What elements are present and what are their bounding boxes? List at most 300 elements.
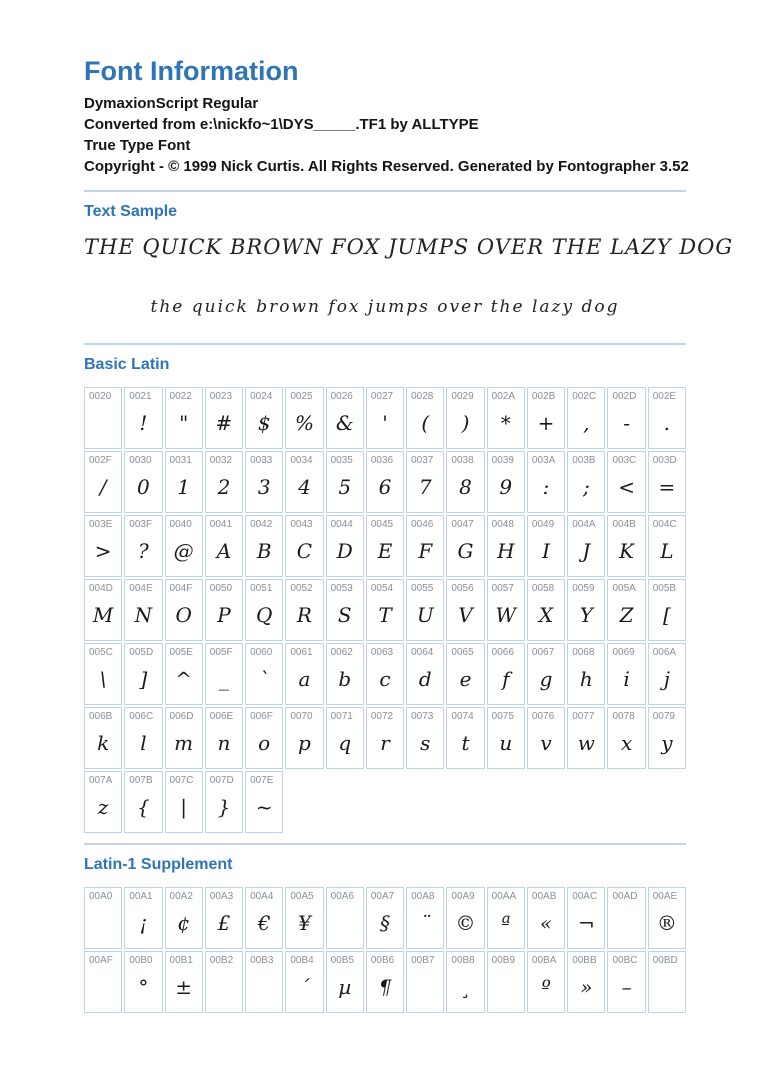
codepoint-label: 0056 bbox=[451, 583, 474, 594]
glyph-cell bbox=[487, 387, 525, 449]
glyph: ^ bbox=[175, 667, 193, 691]
glyph-cell bbox=[527, 579, 565, 641]
glyph-cell bbox=[487, 451, 525, 513]
codepoint-label: 0033 bbox=[250, 455, 273, 466]
glyph-cell bbox=[366, 643, 404, 705]
glyph-cell bbox=[165, 643, 203, 705]
glyph: ¸ bbox=[460, 975, 471, 999]
codepoint-label: 005D bbox=[129, 647, 154, 658]
codepoint-label: 0066 bbox=[491, 647, 514, 658]
glyph-cell bbox=[567, 579, 605, 641]
codepoint-label: 0032 bbox=[209, 455, 233, 466]
codepoint-label: 005A bbox=[612, 583, 636, 594]
codepoint-label: 003A bbox=[531, 455, 556, 466]
codepoint-label: 0031 bbox=[169, 455, 192, 466]
glyph: ± bbox=[175, 975, 193, 999]
glyph: 4 bbox=[298, 475, 311, 499]
glyph-cell bbox=[567, 951, 605, 1013]
latin1-supplement-table bbox=[84, 887, 686, 1013]
glyph-cell bbox=[487, 643, 525, 705]
codepoint-label: 0025 bbox=[290, 391, 313, 402]
glyph: / bbox=[99, 475, 107, 499]
glyph-cell bbox=[205, 887, 243, 949]
glyph-cell bbox=[648, 951, 686, 1013]
glyph-cell bbox=[326, 579, 364, 641]
glyph-cell bbox=[165, 387, 203, 449]
glyph-cell bbox=[165, 515, 203, 577]
glyph: t bbox=[461, 731, 470, 755]
glyph-cell bbox=[446, 643, 484, 705]
glyph-cell bbox=[567, 387, 605, 449]
codepoint-label: 00A6 bbox=[330, 891, 354, 902]
codepoint-label: 006A bbox=[652, 647, 677, 658]
codepoint-label: 006B bbox=[89, 711, 113, 722]
glyph-cell bbox=[527, 707, 565, 769]
codepoint-label: 0071 bbox=[330, 711, 353, 722]
glyph: [ bbox=[662, 603, 671, 627]
glyph: 2 bbox=[217, 475, 231, 499]
glyph-cell bbox=[245, 643, 283, 705]
glyph-cell bbox=[366, 951, 404, 1013]
glyph-cell bbox=[607, 707, 645, 769]
glyph-cell bbox=[446, 579, 484, 641]
font-name: DymaxionScript Regular bbox=[84, 95, 259, 112]
codepoint-label: 002B bbox=[531, 391, 556, 402]
codepoint-label: 0039 bbox=[491, 455, 514, 466]
codepoint-label: 00BC bbox=[612, 955, 638, 966]
codepoint-label: 004C bbox=[652, 519, 677, 530]
glyph-cell bbox=[245, 951, 283, 1013]
glyph-cell bbox=[84, 579, 122, 641]
glyph-cell bbox=[366, 451, 404, 513]
codepoint-label: 0068 bbox=[572, 647, 595, 658]
codepoint-label: 0079 bbox=[652, 711, 675, 722]
codepoint-label: 00B8 bbox=[451, 955, 475, 966]
glyph bbox=[407, 966, 443, 1012]
glyph: X bbox=[538, 603, 554, 627]
glyph: 7 bbox=[418, 475, 432, 499]
glyph: 3 bbox=[257, 475, 271, 499]
glyph: 5 bbox=[338, 475, 352, 499]
glyph-cell bbox=[205, 707, 243, 769]
codepoint-label: 00BD bbox=[652, 955, 678, 966]
glyph-cell bbox=[205, 643, 243, 705]
glyph-cell bbox=[406, 515, 444, 577]
glyph-cell bbox=[648, 643, 686, 705]
glyph: º bbox=[541, 975, 551, 999]
codepoint-label: 005C bbox=[89, 647, 113, 658]
codepoint-label: 0051 bbox=[250, 583, 273, 594]
codepoint-label: 002D bbox=[612, 391, 637, 402]
glyph: < bbox=[618, 475, 635, 499]
glyph: _ bbox=[218, 667, 229, 691]
glyph bbox=[85, 902, 121, 948]
glyph-cell bbox=[245, 387, 283, 449]
glyph: a bbox=[298, 667, 311, 691]
glyph: y bbox=[661, 731, 673, 755]
codepoint-label: 0062 bbox=[330, 647, 353, 658]
glyph-cell bbox=[84, 387, 122, 449]
codepoint-label: 003E bbox=[89, 519, 113, 530]
codepoint-label: 0059 bbox=[572, 583, 595, 594]
font-type: True Type Font bbox=[84, 137, 191, 154]
glyph: & bbox=[335, 411, 354, 435]
glyph-cell bbox=[366, 707, 404, 769]
codepoint-label: 0061 bbox=[290, 647, 313, 658]
glyph-cell bbox=[205, 579, 243, 641]
glyph bbox=[608, 902, 644, 948]
glyph-cell bbox=[366, 515, 404, 577]
glyph: n bbox=[217, 731, 231, 755]
codepoint-label: 00A9 bbox=[451, 891, 475, 902]
codepoint-label: 00B7 bbox=[411, 955, 435, 966]
glyph bbox=[246, 966, 282, 1012]
glyph-cell bbox=[124, 387, 162, 449]
glyph-cell bbox=[165, 451, 203, 513]
codepoint-label: 0038 bbox=[451, 455, 474, 466]
font-copyright: Copyright - © 1999 Nick Curtis. All Rights Reserved. Generated by Fontographer 3.52 bbox=[84, 158, 689, 175]
glyph-cell bbox=[446, 451, 484, 513]
glyph: d bbox=[418, 667, 432, 691]
glyph-cell bbox=[285, 707, 323, 769]
codepoint-label: 0047 bbox=[451, 519, 474, 530]
codepoint-label: 007C bbox=[169, 775, 194, 786]
codepoint-label: 007A bbox=[89, 775, 113, 786]
glyph-cell bbox=[607, 387, 645, 449]
glyph-cell bbox=[567, 643, 605, 705]
codepoint-label: 0029 bbox=[451, 391, 474, 402]
glyph: G bbox=[457, 539, 474, 563]
codepoint-label: 0046 bbox=[411, 519, 434, 530]
glyph: @ bbox=[173, 539, 194, 563]
glyph-cell bbox=[326, 707, 364, 769]
glyph: ( bbox=[421, 411, 430, 435]
section-divider bbox=[84, 343, 686, 345]
glyph: » bbox=[580, 975, 593, 999]
basic-latin-table bbox=[84, 387, 686, 833]
glyph: ¨ bbox=[420, 911, 431, 935]
glyph: j bbox=[663, 667, 670, 691]
codepoint-label: 0052 bbox=[290, 583, 313, 594]
glyph: ! bbox=[139, 411, 148, 435]
glyph: T bbox=[378, 603, 392, 627]
codepoint-label: 00B6 bbox=[370, 955, 395, 966]
glyph: | bbox=[180, 795, 188, 819]
glyph-cell bbox=[406, 579, 444, 641]
glyph: F bbox=[418, 539, 433, 563]
glyph: Z bbox=[619, 603, 634, 627]
codepoint-label: 005B bbox=[652, 583, 677, 594]
glyph-cell bbox=[84, 887, 122, 949]
glyph: 6 bbox=[378, 475, 392, 499]
glyph: * bbox=[500, 411, 511, 435]
glyph-cell bbox=[205, 771, 243, 833]
glyph: « bbox=[539, 911, 553, 935]
glyph: q bbox=[338, 731, 352, 755]
glyph-cell bbox=[607, 515, 645, 577]
codepoint-label: 0030 bbox=[129, 455, 152, 466]
glyph-cell bbox=[527, 451, 565, 513]
glyph: . bbox=[663, 411, 671, 435]
glyph-cell bbox=[245, 887, 283, 949]
glyph: H bbox=[497, 539, 515, 563]
glyph: p bbox=[298, 731, 311, 755]
codepoint-label: 004F bbox=[169, 583, 193, 594]
glyph: ® bbox=[656, 911, 677, 935]
sample-text-lowercase: the quick brown fox jumps over the lazy dog bbox=[150, 297, 620, 317]
glyph-cell bbox=[567, 451, 605, 513]
glyph: x bbox=[620, 731, 633, 755]
glyph: O bbox=[175, 603, 192, 627]
section-divider bbox=[84, 190, 686, 192]
glyph: V bbox=[458, 603, 473, 627]
glyph: = bbox=[658, 475, 676, 499]
codepoint-label: 00B1 bbox=[169, 955, 193, 966]
glyph: , bbox=[583, 411, 590, 435]
glyph: A bbox=[216, 539, 232, 563]
codepoint-label: 0057 bbox=[491, 583, 514, 594]
codepoint-label: 006C bbox=[129, 711, 154, 722]
section-divider bbox=[84, 843, 686, 845]
glyph-cell bbox=[326, 951, 364, 1013]
glyph-cell bbox=[84, 951, 122, 1013]
glyph-cell bbox=[205, 387, 243, 449]
codepoint-label: 0036 bbox=[370, 455, 394, 466]
codepoint-label: 0049 bbox=[531, 519, 555, 530]
codepoint-label: 0034 bbox=[290, 455, 313, 466]
codepoint-label: 007E bbox=[250, 775, 274, 786]
codepoint-label: 0067 bbox=[531, 647, 555, 658]
codepoint-label: 00A0 bbox=[89, 891, 113, 902]
codepoint-label: 00A2 bbox=[169, 891, 193, 902]
text-sample-heading: Text Sample bbox=[84, 203, 178, 220]
codepoint-label: 007D bbox=[209, 775, 234, 786]
glyph: h bbox=[579, 667, 593, 691]
codepoint-label: 007B bbox=[129, 775, 153, 786]
glyph-cell bbox=[124, 951, 162, 1013]
codepoint-label: 004A bbox=[572, 519, 596, 530]
glyph: N bbox=[134, 603, 153, 627]
glyph-cell bbox=[527, 951, 565, 1013]
glyph-cell bbox=[487, 887, 525, 949]
glyph: J bbox=[582, 539, 591, 563]
glyph-cell bbox=[366, 887, 404, 949]
glyph: Y bbox=[579, 603, 593, 627]
glyph-cell bbox=[366, 579, 404, 641]
glyph: - bbox=[623, 411, 630, 435]
page-title: Font Information bbox=[84, 56, 299, 86]
glyph: ~ bbox=[255, 795, 273, 819]
codepoint-label: 00AF bbox=[89, 955, 113, 966]
codepoint-label: 0035 bbox=[330, 455, 353, 466]
glyph: l bbox=[140, 731, 147, 755]
glyph: 8 bbox=[459, 475, 472, 499]
codepoint-label: 0074 bbox=[451, 711, 474, 722]
glyph: > bbox=[94, 539, 112, 563]
codepoint-label: 0050 bbox=[209, 583, 233, 594]
glyph: – bbox=[621, 975, 632, 999]
glyph: ´ bbox=[299, 975, 310, 999]
glyph: © bbox=[455, 911, 476, 935]
glyph-cell bbox=[285, 451, 323, 513]
glyph bbox=[327, 902, 363, 948]
codepoint-label: 00A5 bbox=[290, 891, 314, 902]
glyph-cell bbox=[326, 887, 364, 949]
glyph: v bbox=[540, 731, 552, 755]
glyph: S bbox=[337, 603, 352, 627]
glyph-cell bbox=[527, 387, 565, 449]
glyph-cell bbox=[124, 515, 162, 577]
glyph-cell bbox=[285, 951, 323, 1013]
glyph-cell bbox=[446, 707, 484, 769]
codepoint-label: 005F bbox=[209, 647, 233, 658]
codepoint-label: 0026 bbox=[330, 391, 353, 402]
codepoint-label: 00A1 bbox=[129, 891, 153, 902]
codepoint-label: 003C bbox=[612, 455, 637, 466]
codepoint-label: 00B0 bbox=[129, 955, 153, 966]
codepoint-label: 00B2 bbox=[209, 955, 234, 966]
glyph-cell bbox=[326, 515, 364, 577]
glyph-cell bbox=[648, 887, 686, 949]
glyph: ; bbox=[582, 475, 590, 499]
codepoint-label: 006F bbox=[250, 711, 273, 722]
glyph: : bbox=[542, 475, 550, 499]
codepoint-label: 0024 bbox=[250, 391, 273, 402]
codepoint-label: 0043 bbox=[290, 519, 313, 530]
codepoint-label: 002E bbox=[652, 391, 677, 402]
glyph-cell bbox=[84, 707, 122, 769]
glyph: " bbox=[179, 411, 189, 435]
glyph-cell bbox=[567, 887, 605, 949]
basic-latin-heading: Basic Latin bbox=[84, 356, 170, 373]
glyph-cell bbox=[165, 579, 203, 641]
glyph-cell bbox=[567, 515, 605, 577]
codepoint-label: 00A3 bbox=[209, 891, 234, 902]
codepoint-label: 00AC bbox=[572, 891, 598, 902]
glyph: r bbox=[380, 731, 390, 755]
glyph bbox=[85, 966, 121, 1012]
latin1-supplement-heading: Latin-1 Supplement bbox=[84, 856, 233, 873]
glyph: L bbox=[660, 539, 674, 563]
glyph-cell bbox=[205, 515, 243, 577]
glyph: B bbox=[256, 539, 272, 563]
glyph: ° bbox=[138, 975, 149, 999]
glyph: $ bbox=[257, 411, 271, 435]
glyph: ¥ bbox=[298, 911, 311, 935]
glyph: I bbox=[542, 539, 550, 563]
glyph: o bbox=[258, 731, 271, 755]
glyph-cell bbox=[84, 451, 122, 513]
codepoint-label: 002C bbox=[572, 391, 597, 402]
glyph: b bbox=[338, 667, 352, 691]
glyph-cell bbox=[84, 643, 122, 705]
glyph-cell bbox=[205, 951, 243, 1013]
glyph: € bbox=[257, 911, 271, 935]
glyph-cell bbox=[607, 643, 645, 705]
codepoint-label: 00A4 bbox=[250, 891, 274, 902]
glyph: k bbox=[97, 731, 110, 755]
glyph: + bbox=[537, 411, 555, 435]
glyph-cell bbox=[245, 451, 283, 513]
glyph-cell bbox=[487, 951, 525, 1013]
codepoint-label: 0075 bbox=[491, 711, 514, 722]
glyph-cell bbox=[245, 579, 283, 641]
codepoint-label: 00A7 bbox=[370, 891, 395, 902]
glyph-cell bbox=[487, 515, 525, 577]
codepoint-label: 003D bbox=[652, 455, 677, 466]
glyph-cell bbox=[648, 515, 686, 577]
glyph: µ bbox=[338, 975, 352, 999]
glyph-cell bbox=[124, 771, 162, 833]
glyph: f bbox=[502, 667, 510, 691]
codepoint-label: 004E bbox=[129, 583, 153, 594]
glyph-cell bbox=[165, 951, 203, 1013]
codepoint-label: 004B bbox=[612, 519, 636, 530]
glyph-cell bbox=[165, 887, 203, 949]
glyph-cell bbox=[406, 451, 444, 513]
font-conversion-info: Converted from e:\nickfo~1\DYS_____.TF1 by ALLTYPE bbox=[84, 116, 479, 133]
codepoint-label: 002A bbox=[491, 391, 516, 402]
codepoint-label: 0045 bbox=[370, 519, 394, 530]
codepoint-label: 0037 bbox=[411, 455, 434, 466]
glyph: C bbox=[296, 539, 313, 563]
glyph-cell bbox=[285, 643, 323, 705]
glyph-cell bbox=[326, 387, 364, 449]
glyph: w bbox=[577, 731, 595, 755]
codepoint-label: 00AD bbox=[612, 891, 638, 902]
codepoint-label: 0078 bbox=[612, 711, 635, 722]
glyph-cell bbox=[406, 387, 444, 449]
codepoint-label: 0063 bbox=[370, 647, 394, 658]
codepoint-label: 0042 bbox=[250, 519, 273, 530]
glyph: ] bbox=[139, 667, 148, 691]
glyph-cell bbox=[245, 515, 283, 577]
glyph: \ bbox=[99, 667, 107, 691]
glyph: 0 bbox=[137, 475, 150, 499]
glyph-cell bbox=[84, 515, 122, 577]
glyph: m bbox=[174, 731, 194, 755]
glyph-cell bbox=[607, 887, 645, 949]
codepoint-label: 0021 bbox=[129, 391, 152, 402]
glyph: ¶ bbox=[378, 975, 392, 999]
glyph: ¢ bbox=[177, 911, 191, 935]
glyph-cell bbox=[124, 887, 162, 949]
glyph-cell bbox=[527, 887, 565, 949]
glyph-cell bbox=[245, 707, 283, 769]
codepoint-label: 006E bbox=[209, 711, 234, 722]
glyph-cell bbox=[607, 579, 645, 641]
glyph-cell bbox=[165, 771, 203, 833]
codepoint-label: 00B4 bbox=[290, 955, 314, 966]
glyph: s bbox=[420, 731, 431, 755]
codepoint-label: 0070 bbox=[290, 711, 313, 722]
glyph-cell bbox=[446, 951, 484, 1013]
glyph-cell bbox=[124, 451, 162, 513]
codepoint-label: 006D bbox=[169, 711, 194, 722]
codepoint-label: 0054 bbox=[370, 583, 394, 594]
glyph-cell bbox=[487, 707, 525, 769]
codepoint-label: 0040 bbox=[169, 519, 192, 530]
glyph-cell bbox=[124, 643, 162, 705]
glyph: R bbox=[296, 603, 312, 627]
glyph-cell bbox=[446, 887, 484, 949]
codepoint-label: 0023 bbox=[209, 391, 233, 402]
glyph-cell bbox=[205, 451, 243, 513]
glyph: U bbox=[416, 603, 434, 627]
glyph: ' bbox=[382, 411, 388, 435]
glyph-cell bbox=[607, 451, 645, 513]
glyph-cell bbox=[648, 707, 686, 769]
